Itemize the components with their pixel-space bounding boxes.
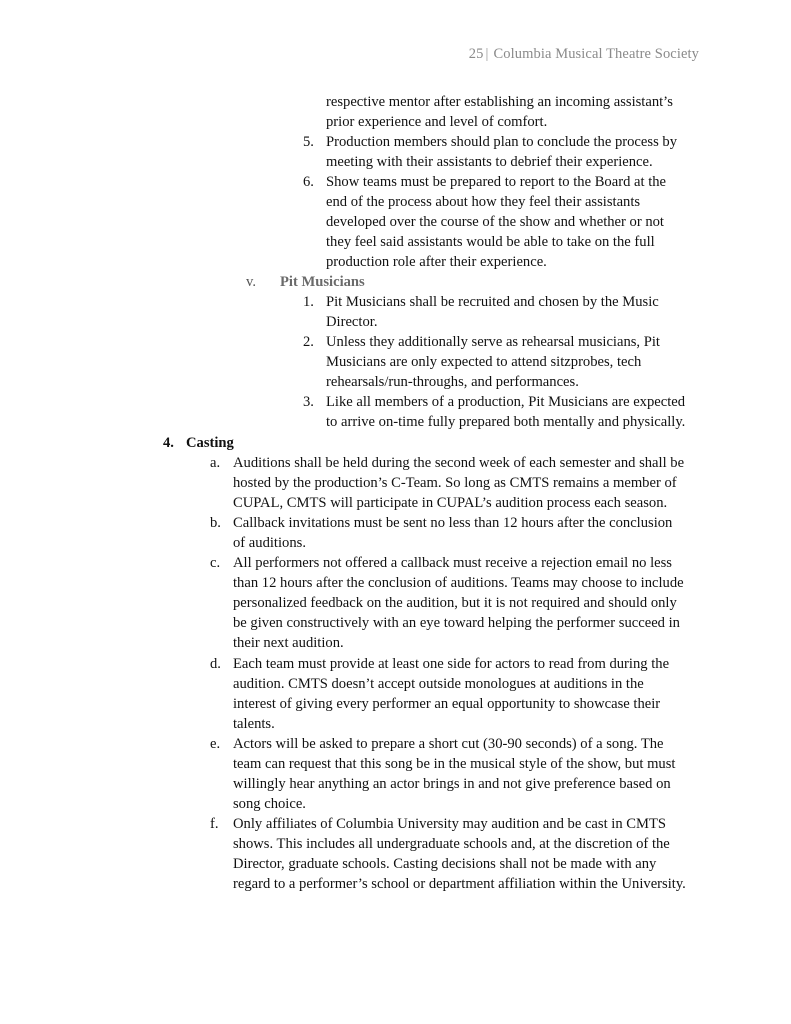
pit-item-line: to arrive on-time fully prepared both mentally and physically. [326,414,686,430]
item6-line: they feel said assistants would be able to take on the full [326,234,655,250]
list-number: 2. [303,334,314,350]
subsection-heading: Pit Musicians [280,274,365,290]
item6-line: production role after their experience. [326,254,547,270]
page-header [469,46,699,63]
casting-item-line: be given constructively with an eye toward helping the performer succeed in [233,615,680,631]
list-letter: a. [210,455,221,471]
pit-item-line: rehearsals/run-throughs, and performances. [326,374,579,390]
casting-item-line: CUPAL, CMTS will participate in CUPAL’s audition process each season. [233,495,668,511]
casting-item-line: Actors will be asked to prepare a short cut (30-90 seconds) of a song. The [233,736,664,752]
item6-line: end of the process about how they feel their assistants [326,194,641,210]
list-number: 6. [303,174,314,190]
list-letter: b. [210,515,221,531]
list-number: 3. [303,394,314,410]
pit-item-line: Like all members of a production, Pit Musicians are expected [326,394,686,410]
list-number: 5. [303,134,314,150]
casting-item-line: Each team must provide at least one side for actors to read from during the [233,656,670,672]
roman-numeral: v. [246,274,256,290]
casting-item-line: team can request that this song be in the musical style of the show, but must [233,756,676,772]
casting-item-line: interest of giving every performer an equal opportunity to showcase their [233,696,661,712]
document-title: Columbia Musical Theatre Society [493,46,699,62]
casting-item-line: song choice. [233,796,306,812]
casting-item-line: audition. CMTS doesn’t accept outside monologues at auditions in the [233,676,644,692]
item5-line: meeting with their assistants to debrief their experience. [326,154,653,170]
page-number: 25 [468,46,484,62]
casting-item-line: All performers not offered a callback must receive a rejection email no less [233,555,672,571]
casting-item-line: shows. This includes all undergraduate schools and, at the discretion of the [233,836,670,852]
item4-line: prior experience and level of comfort. [326,114,548,130]
item5-line: Production members should plan to conclude the process by [326,134,677,150]
casting-item-line: personalized feedback on the audition, but it is not required and should only [233,595,677,611]
pit-item-line: Pit Musicians shall be recruited and chosen by the Music [326,294,659,310]
casting-item-line: Only affiliates of Columbia University may audition and be cast in CMTS [233,816,667,832]
list-number: 1. [303,294,314,310]
casting-item-line: Auditions shall be held during the second week of each semester and shall be [233,455,685,471]
item6-line: Show teams must be prepared to report to the Board at the [326,174,667,190]
list-letter: c. [210,555,221,571]
pit-item-line: Unless they additionally serve as rehearsal musicians, Pit [326,334,660,350]
section-number: 4. [163,435,174,451]
casting-item-line: Callback invitations must be sent no less than 12 hours after the conclusion [233,515,673,531]
casting-item-line: hosted by the production’s C-Team. So long as CMTS remains a member of [233,475,677,491]
list-letter: e. [210,736,221,752]
casting-item-line: than 12 hours after the conclusion of auditions. Teams may choose to include [233,575,684,591]
section-heading: Casting [186,435,234,451]
casting-item-line: their next audition. [233,635,344,651]
casting-item-line: Director, graduate schools. Casting decisions shall not be made with any [233,856,657,872]
pit-item-line: Director. [326,314,378,330]
casting-item-line: talents. [233,716,275,732]
pit-item-line: Musicians are only expected to attend sitzprobes, tech [326,354,642,370]
casting-item-line: regard to a performer’s school or department affiliation within the University. [233,876,686,892]
casting-item-line: willingly hear anything an actor brings in and not give preference based on [233,776,671,792]
list-letter: f. [210,816,219,832]
casting-item-line: of auditions. [233,535,306,551]
item6-line: developed over the course of the show and whether or not [326,214,664,230]
item4-line: respective mentor after establishing an incoming assistant’s [326,94,673,110]
header-separator: | [485,46,489,62]
list-letter: d. [210,656,221,672]
